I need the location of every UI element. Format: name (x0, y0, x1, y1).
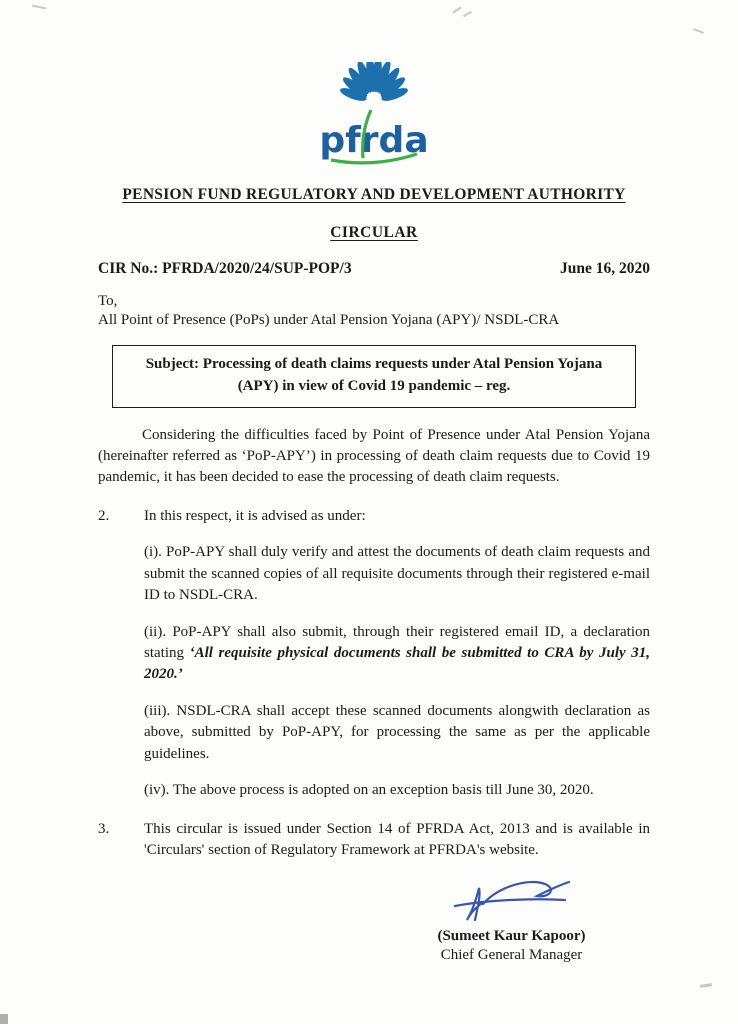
paragraph-1: Considering the difficulties faced by Point of Presence under Atal Pension Yojana (hereinafter referred as ‘PoP-APY’) in processing of death claim requests due to Covid 19 pandemic, it has been decided to ease the processing of death claim requests. (98, 426, 650, 486)
circular-number: CIR No.: PFRDA/2020/24/SUP-POP/3 (98, 260, 352, 277)
pfrda-logo-graphic (299, 62, 449, 166)
item-3-number: 3. (98, 820, 110, 837)
scan-artifact (452, 6, 461, 13)
signatory-title: Chief General Manager (440, 946, 583, 963)
to-label: To, (98, 293, 118, 309)
sub-item-iv: (iv). The above process is adopted on an exception basis till June 30, 2020. (144, 782, 594, 799)
item-2-number: 2. (98, 507, 110, 524)
scan-artifact (700, 983, 712, 988)
item-2 (98, 506, 650, 527)
signature-block (379, 876, 644, 964)
pfrda-logo (299, 62, 449, 166)
sub-item-i: (i). PoP-APY shall duly verify and attest the documents of death claim requests and submit the scanned copies of all requisite documents through their registered e-mail ID to NSDL-CRA. (144, 544, 650, 604)
signature-icon (437, 876, 587, 928)
signatory-name: (Sumeet Kaur Kapoor) (437, 927, 586, 944)
subject-box (112, 345, 636, 408)
sub-item-ii-declaration: ‘All requisite physical documents shall be submitted to CRA by July 31, 2020.’ (144, 645, 650, 683)
doc-type-title: CIRCULAR (330, 224, 418, 241)
circular-date: June 16, 2020 (560, 260, 650, 277)
sub-item-ii-text: (ii). PoP-APY shall also submit, through their registered email ID, a declaration stating (144, 623, 650, 661)
scan-artifact (463, 11, 472, 17)
sub-item-iii: (iii). NSDL-CRA shall accept these scanned documents alongwith declaration as above, submitted by PoP-APY, for processing the same as per the applicable guidelines. (144, 702, 650, 762)
scan-artifact (693, 28, 704, 34)
circular-number-row (98, 260, 650, 278)
scan-artifact (32, 5, 46, 10)
item-3-text: This circular is issued under Section 14 of PFRDA Act, 2013 and is available in 'Circulars' section of Regulatory Framework at PFRDA's website. (144, 820, 650, 859)
scan-artifact (0, 1014, 8, 1024)
to-line: All Point of Presence (PoPs) under Atal Pension Yojana (APY)/ NSDL-CRA (98, 312, 560, 328)
sub-item-ii (144, 622, 650, 686)
pfrda-logo-text: pfrda (319, 120, 429, 161)
authority-title: PENSION FUND REGULATORY AND DEVELOPMENT AUTHORITY (122, 186, 626, 203)
subject-text: Subject: Processing of death claims requests under Atal Pension Yojana (APY) in view of Covid 19 pandemic – reg. (145, 356, 603, 394)
item-2-text: In this respect, it is advised as under: (144, 507, 366, 524)
item-3 (98, 819, 650, 862)
